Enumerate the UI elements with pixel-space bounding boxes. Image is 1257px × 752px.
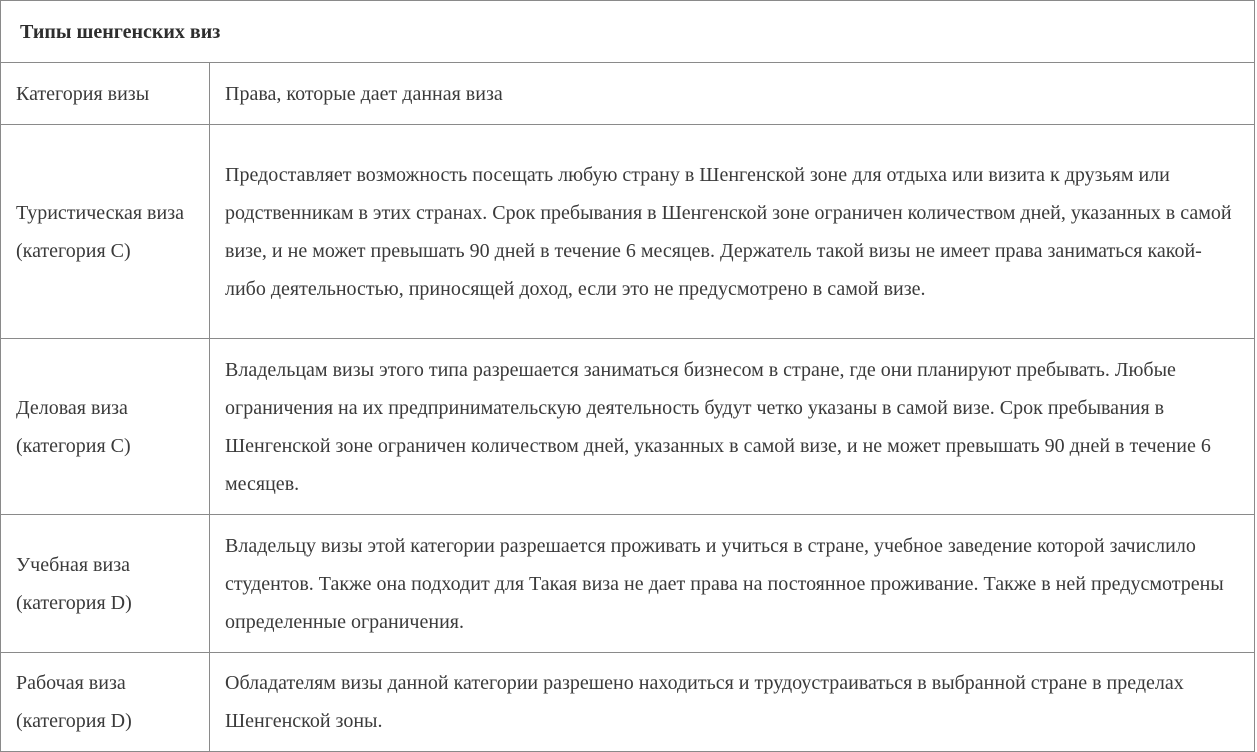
table-row (1, 125, 1255, 339)
header-category: Категория визы (1, 63, 210, 125)
table-title: Типы шенгенских виз (1, 1, 1255, 63)
row-category: Рабочая виза (категория D) (1, 653, 210, 752)
row-category: Учебная виза (категория D) (1, 515, 210, 653)
table-row (1, 515, 1255, 653)
table-header-row (1, 63, 1255, 125)
row-rights: Владельцу визы этой категории разрешается проживать и учиться в стране, учебное заведение которой зачислило студентов. Также она подходит для Такая виза не дает права на постоянное проживание. Также в ней предусмотрены определенные ограничения. (210, 515, 1255, 653)
table-title-row (1, 1, 1255, 63)
row-rights: Обладателям визы данной категории разрешено находиться и трудоустраиваться в выбранной стране в пределах Шенгенской зоны. (210, 653, 1255, 752)
row-rights: Владельцам визы этого типа разрешается заниматься бизнесом в стране, где они планируют пребывать. Любые ограничения на их предпринимательскую деятельность будут четко указаны в самой визе. Срок пребывания в Шенгенской зоне ограничен количеством дней, указанных в самой визе, и не может превышать 90 дней в течение 6 месяцев. (210, 339, 1255, 515)
row-category: Деловая виза (категория С) (1, 339, 210, 515)
table-row (1, 653, 1255, 752)
row-rights: Предоставляет возможность посещать любую страну в Шенгенской зоне для отдыха или визита к друзьям или родственникам в этих странах. Срок пребывания в Шенгенской зоне ограничен количеством дней, указанных в самой визе, и не может превышать 90 дней в течение 6 месяцев. Держатель такой визы не имеет права заниматься какой-либо деятельностью, приносящей доход, если это не предусмотрено в самой визе. (210, 125, 1255, 339)
table-row (1, 339, 1255, 515)
header-rights: Права, которые дает данная виза (210, 63, 1255, 125)
row-category: Туристическая виза (категория С) (1, 125, 210, 339)
